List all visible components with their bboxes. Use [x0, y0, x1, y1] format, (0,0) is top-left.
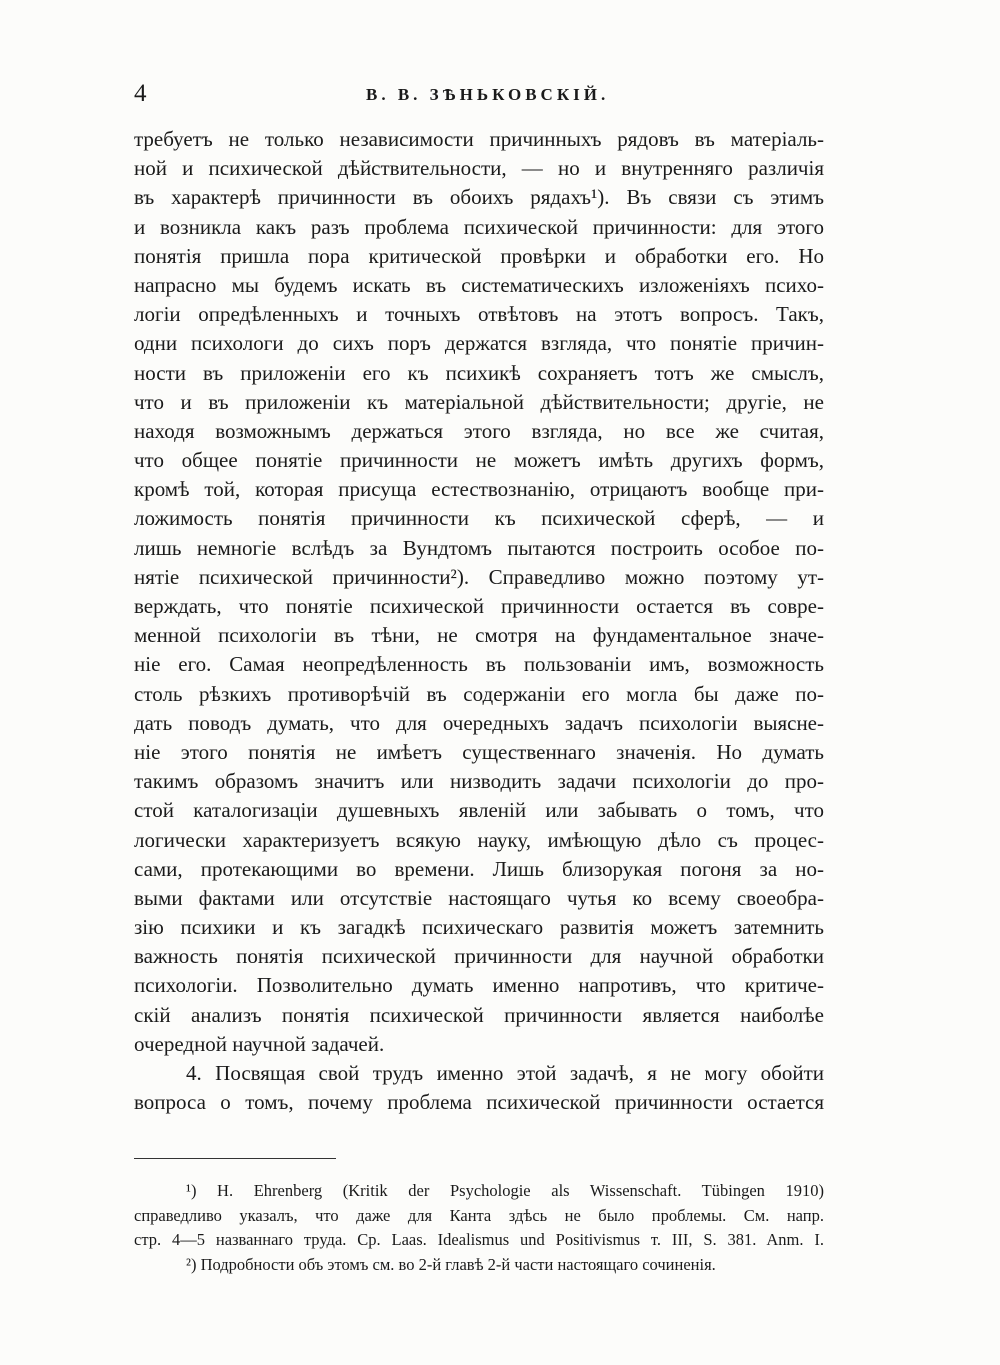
text-line: ной и психической дѣйствительности, — но и внутренняго различія	[134, 156, 824, 181]
text-line: ніе этого понятія не имѣетъ существеннаго значенія. Но думать	[134, 739, 824, 764]
footnote-rule	[134, 1158, 336, 1159]
paragraph-start: 4. Посвящая свой трудъ именно этой задачѣ, я не могу обойти	[186, 1061, 824, 1085]
text-line: что общее понятіе причинности не можетъ имѣть другихъ формъ,	[134, 448, 824, 473]
text-line: напрасно мы будемъ искать въ систематическихъ изложеніяхъ психо-	[134, 272, 824, 297]
text-line: важность понятія психической причинности для научной обработки	[134, 944, 824, 969]
text-line: ніе его. Самая неопредѣленность въ пользованіи имъ, возможность	[134, 652, 824, 677]
text-line: ности въ приложеніи его къ психикѣ сохраняетъ тотъ же смыслъ,	[134, 360, 824, 385]
text-line: скій анализъ понятія психической причинности является наиболѣе	[134, 1002, 824, 1027]
body-text	[134, 125, 824, 1117]
text-line: одни психологи до сихъ поръ держатся взгляда, что понятіе причин-	[134, 331, 824, 356]
text-line: сами, протекающими во времени. Лишь близорукая погоня за но-	[134, 856, 824, 881]
text-line: вопроса о томъ, почему проблема психической причинности остается	[134, 1090, 824, 1115]
text-line: въ характерѣ причинности въ обоихъ рядахъ¹). Въ связи съ этимъ	[134, 185, 824, 210]
text-line: логіи опредѣленныхъ и точныхъ отвѣтовъ на этотъ вопросъ. Такъ,	[134, 302, 824, 327]
text-line: очередной научной задачей.	[134, 1031, 385, 1056]
text-line: нятіе психической причинности²). Справедливо можно поэтому ут-	[134, 564, 824, 589]
text-line: кромѣ той, которая присуща естествознанію, отрицаютъ вообще при-	[134, 477, 824, 502]
text-line: психологіи. Позволительно думать именно напротивъ, что критиче-	[134, 973, 824, 998]
text-line: находя возможнымъ держаться этого взгляда, но все же считая,	[134, 418, 824, 443]
text-line: ложимость понятія причинности къ психической сферѣ, — и	[134, 506, 824, 531]
text-line: менной психологіи въ тѣни, не смотря на фундаментальное значе-	[134, 623, 824, 648]
text-line: требуетъ не только независимости причинныхъ рядовъ въ матеріаль-	[134, 127, 824, 151]
text-line: верждать, что понятіе психической причинности остается въ совре-	[134, 594, 824, 618]
text-line: и возникла какъ разъ проблема психической причинности: для этого	[134, 214, 824, 239]
text-line: столь рѣзкихъ противорѣчій въ содержаніи его могла бы даже по-	[134, 681, 824, 706]
footnote-1: ¹) H. Ehrenberg (Kritik der Psychologie als Wissenschaft. Tübingen 1910)	[186, 1181, 824, 1200]
footnote-1-cont: справедливо указалъ, что даже для Канта здѣсь не было проблемы. См. напр.	[134, 1205, 824, 1225]
footnote-1-cont: стр. 4—5 названнаго труда. Ср. Laas. Idealismus und Positivismus т. III, S. 381. Anm. I.	[134, 1230, 824, 1249]
text-line: стой каталогизаціи душевныхъ явленій или забывать о томъ, что	[134, 798, 824, 823]
footnote-2: ²) Подробности объ этомъ см. во 2-й главѣ 2-й части настоящаго сочиненія.	[186, 1254, 716, 1274]
text-line: зію психики и къ загадкѣ психическаго развитія можетъ затемнить	[134, 915, 824, 940]
footnotes	[134, 1179, 824, 1277]
text-line: выми фактами или отсутствіе настоящаго чутья ко всему своеобра-	[134, 885, 824, 910]
running-head: В. В. ЗѢНЬКОВСКIЙ.	[366, 85, 610, 104]
text-line: понятія пришла пора критической провѣрки и обработки его. Но	[134, 243, 824, 268]
page-number: 4	[134, 80, 147, 107]
text-line: лишь немногіе вслѣдъ за Вундтомъ пытаются построить особое по-	[134, 535, 824, 560]
page-header	[134, 80, 824, 116]
text-line: дать поводъ думать, что для очередныхъ задачъ психологіи выясне-	[134, 710, 824, 735]
text-line: что и въ приложеніи къ матеріальной дѣйствительности; другіе, не	[134, 389, 824, 414]
text-line: логически характеризуетъ всякую науку, имѣющую дѣло съ процес-	[134, 827, 824, 852]
text-line: такимъ образомъ значитъ или низводить задачи психологіи до про-	[134, 769, 824, 794]
